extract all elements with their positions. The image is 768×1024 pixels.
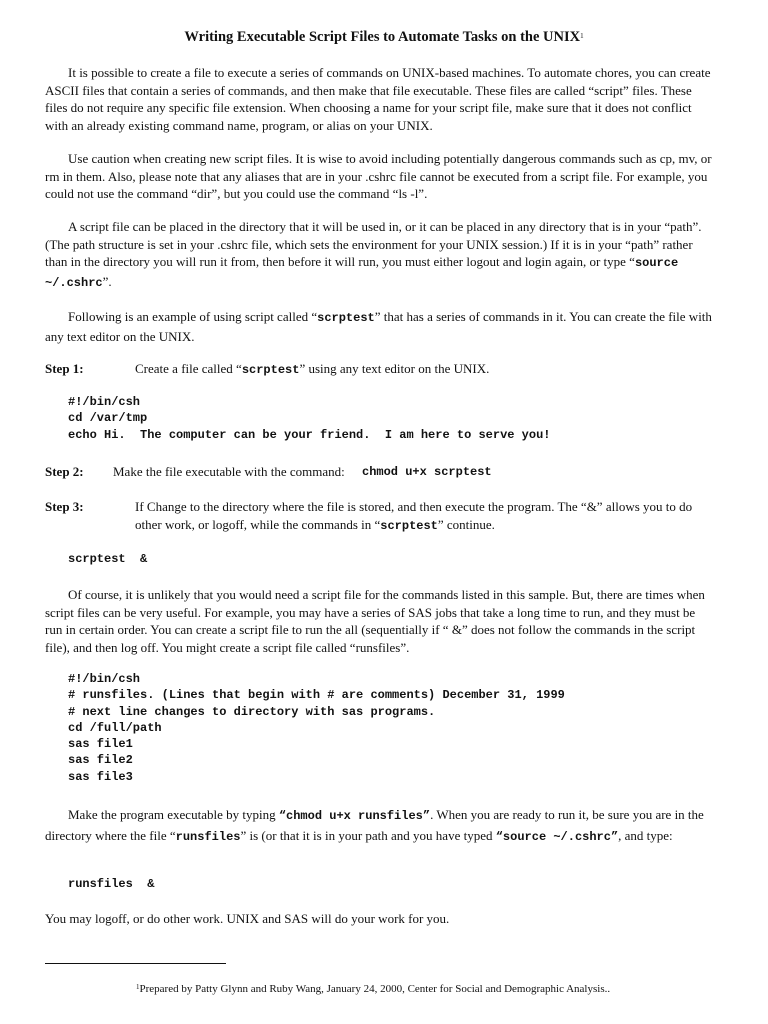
code-line: # runsfiles. (Lines that begin with # are comments) December 31, 1999 [68, 688, 565, 703]
paragraph-run-text-b: . When you are ready to run it, be sure you are in the directory where the file “ [45, 807, 704, 843]
step-1-text-after: ” using any text editor on the UNIX. [299, 361, 490, 376]
code-line: echo Hi. The computer can be your friend. I am here to serve you! [68, 427, 551, 442]
paragraph-path-end: ”. [102, 273, 112, 289]
source-command: source ~/.cshrc [45, 256, 679, 290]
paragraph-path-text: A script file can be placed in the directory that it will be used in, or it can be placed in any directory that is in your “path”. (The path structure is set in your .cshrc file, which sets the environment for your UNIX session.) If it is in your “path” rather than in the directory you will run it from, then before it will run, you must either logout and login again, or type “ [45, 219, 702, 269]
step-3-filename: scrptest [380, 518, 438, 533]
chmod-runsfiles-command: “chmod u+x runsfiles” [278, 809, 431, 823]
code-run-runsfiles: runsfiles & [68, 877, 155, 891]
source-command-quoted: “source ~/.cshrc” [495, 830, 619, 844]
paragraph-run-text-d: , and type: [618, 828, 673, 843]
scrptest-name: scrptest [317, 311, 375, 325]
code-line: #!/bin/csh [68, 395, 141, 409]
step-1-label: Step 1: [45, 361, 84, 376]
page-title [0, 28, 768, 46]
paragraph-example-intro [45, 308, 713, 345]
step-2-label: Step 2: [45, 464, 84, 479]
code-line: sas file1 [68, 737, 133, 752]
code-line: #!/bin/csh [68, 672, 141, 686]
step-1-text-before: Create a file called “ [135, 361, 242, 376]
footnote-mark: 1 [136, 983, 140, 991]
code-line: sas file3 [68, 769, 133, 784]
paragraph-example-end: ” that has a series of commands in it. You can create the file with any text editor on the UNIX. [45, 309, 712, 344]
paragraph-sas-jobs: Of course, it is unlikely that you would need a script file for the commands listed in this sample. But, there are times when script files can be very useful. For example, you may have a series of SAS jobs that take a long time to run, and they must be run in certain order. You can create a script file to run the all (sequentially if “ &” does not follow the commands in the script file), and then log off. You might create a script file called “runsfiles”. [45, 587, 705, 655]
code-line: sas file2 [68, 753, 133, 768]
paragraph-example-text: Following is an example of using script called “ [68, 309, 318, 324]
paragraph-run-text-c: ” is (or that it is in your path and you have typed [240, 828, 496, 843]
runsfiles-name: runsfiles [175, 830, 241, 844]
step-3-label: Step 3: [45, 499, 84, 514]
step-1-filename: scrptest [241, 363, 300, 377]
step-1-text [135, 360, 705, 380]
paragraph-intro: It is possible to create a file to execute a series of commands on UNIX-based machines. To automate chores, you can create ASCII files that contain a series of commands, and then make that file executable. These files are called “script” files. These files do not require any specific file extension. When choosing a name for your script file, make sure that it does not conflict with an already existing command name, program, or alias on your UNIX. [45, 65, 711, 133]
paragraph-caution: Use caution when creating new script files. It is wise to avoid including potentially dangerous commands such as cp, mv, or rm in them. Also, please note that any aliases that are in your .cshrc file cannot be executed from a script file. For example, you could not use the command “dir”, but you could use the command “ls -l”. [45, 151, 712, 201]
step-3-text-before: If Change to the directory where the file is stored, and then execute the program. The “&” allows you to do other work, or logoff, while the commands in “ [135, 499, 693, 532]
closing-line: You may logoff, or do other work. UNIX and SAS will do your work for you. [45, 911, 450, 926]
title-footnote-mark: 1 [580, 32, 584, 40]
paragraph-run-instructions [45, 805, 713, 847]
footnote [136, 982, 610, 996]
code-line: cd /var/tmp [68, 411, 148, 426]
footnote-text: Prepared by Patty Glynn and Ruby Wang, January 24, 2000, Center for Social and Demographic Analysis.. [139, 983, 611, 995]
code-line: cd /full/path [68, 720, 162, 735]
title-text: Writing Executable Script Files to Automate Tasks on the UNIX [184, 29, 581, 45]
paragraph-path [45, 218, 713, 292]
step-3-text [135, 498, 705, 535]
paragraph-run-text-a: Make the program executable by typing [68, 807, 279, 822]
code-block-runsfiles [68, 671, 565, 785]
code-block-scrptest [68, 394, 550, 443]
step-2-command: chmod u+x scrptest [362, 465, 492, 479]
code-line: # next line changes to directory with sas programs. [68, 704, 436, 719]
step-2-text: Make the file executable with the command: [113, 464, 345, 479]
code-run-scrptest: scrptest & [68, 552, 148, 566]
footnote-divider [45, 963, 226, 964]
step-3-text-after: ” continue. [437, 516, 495, 532]
